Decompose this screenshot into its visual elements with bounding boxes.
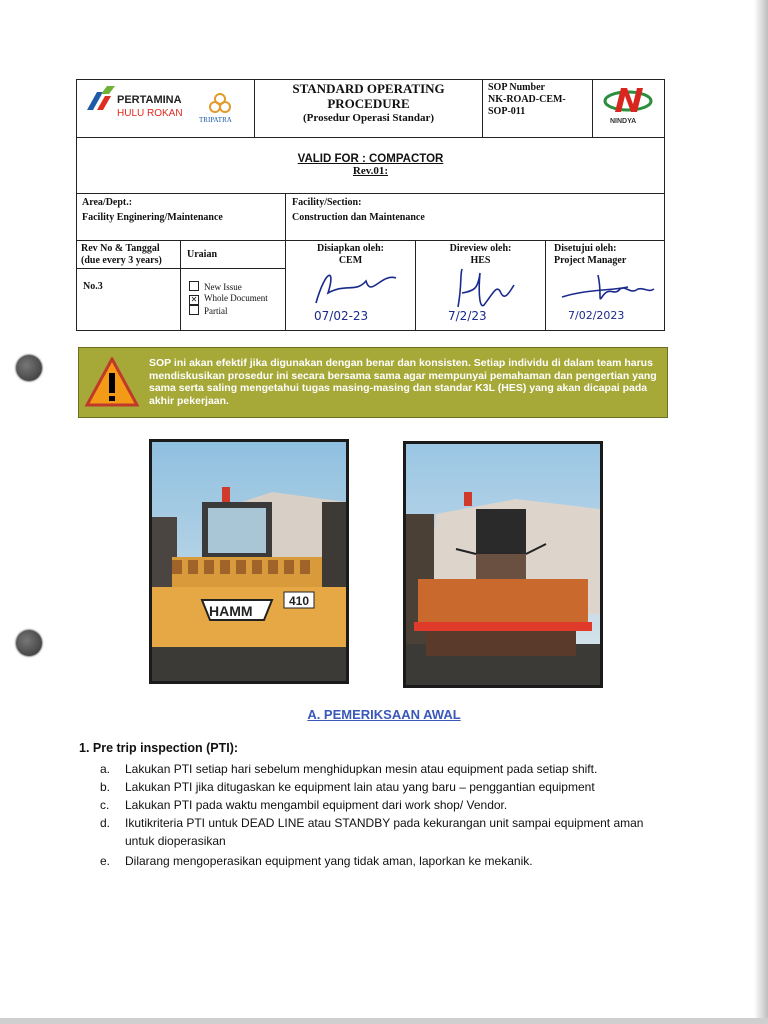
list-text: Lakukan PTI jika ditugaskan ke equipment lain atau yang baru – penggantian equipment (125, 780, 595, 794)
list-text: Dilarang mengoperasikan equipment yang tidak aman, laporkan ke mekanik. (125, 854, 533, 868)
pti-heading: 1. Pre trip inspection (PTI): (79, 741, 239, 755)
punch-hole-bottom (16, 630, 42, 656)
sop-number-line1: NK-ROAD-CEM- (488, 94, 566, 105)
facility-value: Construction dan Maintenance (292, 212, 425, 223)
title-line2: PROCEDURE (327, 96, 410, 111)
rev-no-header (77, 241, 180, 269)
uraian-cell (181, 241, 286, 330)
prepared-signature (306, 263, 406, 313)
checkbox-box-icon (189, 305, 199, 315)
area-cell (77, 194, 286, 240)
title-cell (255, 80, 483, 137)
list-item (100, 778, 680, 796)
area-label: Area/Dept.: (82, 197, 133, 208)
reviewed-by: HES (470, 255, 491, 266)
sop-number-line2: SOP-011 (488, 106, 526, 117)
tripatra-name: TRIPATRA (199, 116, 232, 124)
list-marker: a. (100, 762, 111, 776)
list-text: Lakukan PTI pada waktu mengambil equipment dari work shop/ Vendor. (125, 798, 508, 812)
title-sub: (Prosedur Operasi Standar) (303, 112, 434, 124)
list-item (100, 760, 680, 778)
uraian-header (181, 241, 285, 269)
prepared-cell (286, 241, 416, 330)
list-item (100, 852, 680, 870)
reviewed-date: 7/2/23 (448, 309, 487, 323)
reviewed-label: Direview oleh: (449, 243, 512, 254)
pertamina-sub: HULU ROKAN (117, 108, 183, 119)
prepared-date: 07/02-23 (314, 309, 369, 323)
warning-text: SOP ini akan efektif jika digunakan dengan benar dan konsisten. Setiap individu di dalam team harus mendiskusikan prosedur ini secara bersama sama agar mempunyai pemahaman dan pengertian yang sama serta saling mengetahui tugas masing-masing dan standar K3L (HES) yang akan dicapai pada akhir pekerjaan. (149, 357, 657, 407)
warning-banner (78, 347, 668, 418)
reviewed-cell (416, 241, 546, 330)
area-value: Facility Enginering/Maintenance (82, 212, 223, 223)
checkbox-new-issue[interactable] (189, 281, 285, 293)
rev-no-cell (77, 241, 181, 330)
pertamina-name: PERTAMINA (117, 94, 182, 106)
checkbox-label: Whole Document (204, 293, 268, 303)
list-marker: d. (100, 816, 111, 830)
reviewed-signature (444, 265, 524, 313)
rev-no-label1: Rev No & Tanggal (81, 243, 160, 254)
tripatra-logo-icon (209, 92, 231, 114)
title-line1: STANDARD OPERATING (292, 81, 445, 96)
header-row-title (77, 80, 664, 138)
list-text: Ikutikriteria PTI untuk DEAD LINE atau STANDBY pada kekurangan unit sampai equipment aman untuk dioperasikan (125, 816, 644, 848)
revision: Rev.01: (352, 165, 389, 177)
uraian-label: Uraian (187, 249, 217, 260)
list-item (100, 814, 680, 850)
checkbox-label: Partial (204, 306, 228, 316)
padfoot-compactor-image (152, 442, 346, 681)
pertamina-logo-icon (83, 86, 119, 112)
checkbox-label: New Issue (204, 282, 242, 292)
warning-triangle-icon (85, 357, 139, 407)
smooth-drum-compactor-image (406, 444, 600, 685)
approved-date: 7/02/2023 (568, 309, 625, 322)
pti-list (100, 760, 680, 870)
prepared-by: CEM (338, 255, 363, 266)
nindya-name: NINDYA (610, 118, 637, 125)
checkbox-whole-document[interactable] (189, 293, 285, 305)
page-bottom-edge (0, 1018, 768, 1024)
list-marker: e. (100, 854, 111, 868)
header-row-valid (77, 138, 664, 194)
photo-padfoot-compactor (149, 439, 349, 684)
header-row-approval (77, 241, 664, 330)
prepared-label: Disiapkan oleh: (317, 243, 384, 254)
logos-cell (77, 80, 255, 137)
valid-for: VALID FOR : COMPACTOR (297, 153, 444, 165)
sop-header-table (76, 79, 665, 331)
facility-cell (286, 194, 664, 240)
machine-brand: HAMM (209, 603, 253, 619)
machine-number: 410 (289, 594, 310, 608)
checkbox-partial[interactable] (189, 305, 285, 317)
list-marker: b. (100, 780, 111, 794)
facility-label: Facility/Section: (292, 197, 362, 208)
list-marker: c. (100, 798, 110, 812)
rev-no-value: No.3 (83, 281, 103, 292)
approved-label: Disetujui oleh: (554, 243, 617, 254)
checkbox-checked-icon: ✕ (190, 295, 198, 304)
sop-number-cell (483, 80, 593, 137)
nindya-logo-icon (603, 84, 653, 116)
list-text: Lakukan PTI setiap hari sebelum menghidupkan mesin atau equipment pada setiap shift. (125, 762, 598, 776)
approved-cell (546, 241, 664, 330)
rev-no-label2: (due every 3 years) (81, 255, 162, 266)
checkbox-box-icon (189, 281, 199, 291)
punch-hole-top (16, 355, 42, 381)
page-edge-shadow (754, 0, 768, 1024)
section-title: A. PEMERIKSAAN AWAL (307, 707, 461, 722)
approved-by: Project Manager (554, 255, 627, 266)
header-row-area (77, 194, 664, 241)
list-item (100, 796, 680, 814)
checkbox-list (181, 269, 285, 317)
nindya-logo-cell (593, 80, 664, 137)
photo-smooth-drum-compactor (403, 441, 603, 688)
sop-number-label: SOP Number (488, 82, 545, 93)
approved-signature (558, 267, 658, 307)
